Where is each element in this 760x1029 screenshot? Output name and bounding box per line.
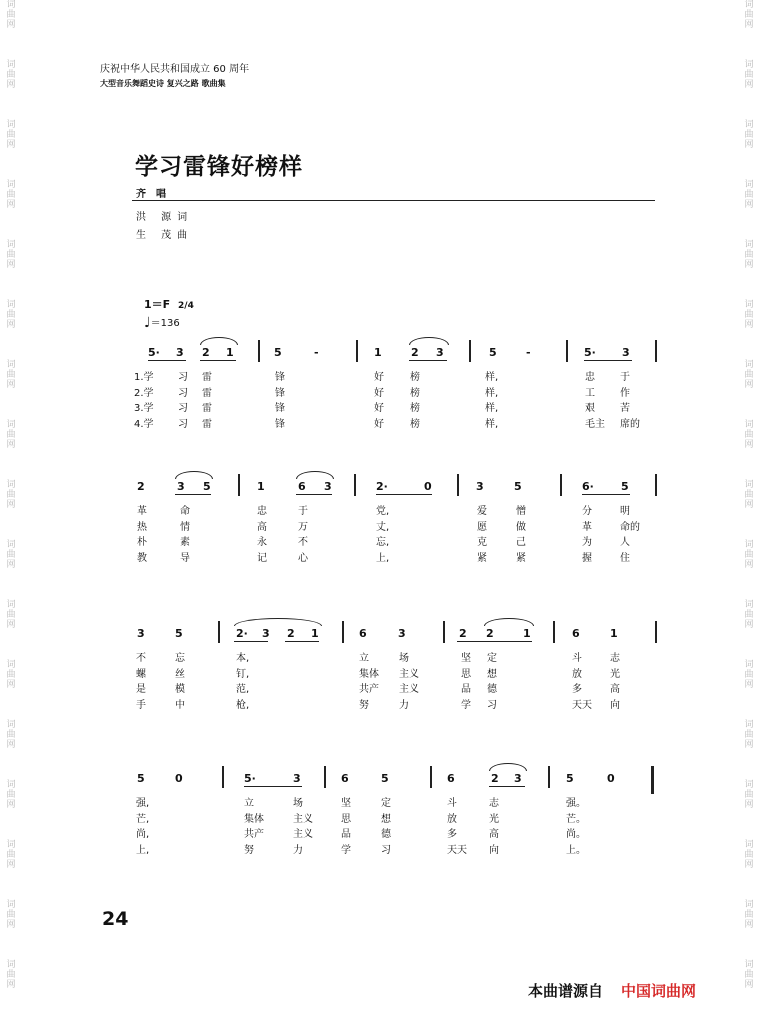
lyric-syllable: 天天 [447, 844, 467, 856]
lyric-syllable: 忘 [175, 653, 185, 664]
watermark-strip-right [738, 0, 760, 1029]
note: - [314, 346, 319, 359]
title-rule [132, 200, 655, 201]
lyric-syllable: 坚 [461, 653, 471, 664]
composer-credit: 生 茂曲 [136, 230, 194, 241]
note: 1 [610, 627, 618, 640]
lyric-syllable: 好 [374, 418, 384, 430]
lyric-syllable: 3.学 [134, 403, 154, 414]
lyric-syllable: 坚 [341, 798, 351, 809]
watermark-mark: 词 曲 网 [6, 120, 16, 150]
watermark-mark: 词 曲 网 [744, 300, 754, 330]
beam-underline [200, 360, 236, 361]
lyric-syllable: 革 [137, 506, 147, 517]
note: 2 [411, 346, 419, 359]
watermark-mark: 词 曲 网 [6, 540, 16, 570]
watermark-mark: 词 曲 网 [6, 300, 16, 330]
lyric-syllable: 1.学 [134, 372, 154, 383]
lyric-syllable: 雷 [202, 387, 212, 399]
lyric-syllable: 于 [298, 506, 308, 517]
beam-underline [489, 786, 525, 787]
barline [238, 474, 240, 496]
lyric-syllable: 丝 [175, 668, 185, 680]
watermark-mark: 词 曲 网 [744, 420, 754, 450]
lyric-syllable: 好 [374, 387, 384, 399]
lyric-syllable: 习 [178, 387, 188, 399]
lyric-syllable: 高 [610, 684, 620, 695]
lyric-syllable: 强, [136, 798, 150, 809]
watermark-mark: 词 曲 网 [6, 780, 16, 810]
song-title: 学习雷锋好榜样 [135, 153, 303, 180]
lyric-syllable: 分 [582, 506, 592, 517]
lyric-syllable: 热 [137, 521, 147, 533]
lyric-syllable: 苦 [620, 403, 630, 414]
slur [234, 618, 322, 626]
lyric-syllable: 导 [180, 552, 190, 564]
lyric-syllable: 样, [485, 403, 499, 414]
lyric-syllable: 范, [236, 684, 250, 695]
song-subtitle: 齐唱 [136, 189, 176, 200]
lyric-syllable: 榜 [410, 403, 420, 414]
source-site: 中国词曲网 [621, 982, 697, 1000]
note: 5 [566, 772, 574, 785]
watermark-mark: 词 曲 网 [744, 780, 754, 810]
lyric-syllable: 集体 [359, 668, 379, 680]
lyric-syllable: 中 [175, 699, 185, 711]
lyric-syllable: 习 [487, 699, 497, 711]
lyric-syllable: 心 [298, 552, 308, 564]
slur [484, 618, 534, 626]
lyric-syllable: 努 [244, 844, 254, 856]
note: 6 [341, 772, 349, 785]
lyric-syllable: 力 [293, 844, 303, 856]
watermark-mark: 词 曲 网 [6, 480, 16, 510]
lyric-syllable: 素 [180, 537, 190, 548]
source-prefix: 本曲谱源自 [528, 982, 604, 1000]
lyric-syllable: 斗 [572, 653, 582, 664]
lyric-syllable: 光 [489, 813, 499, 825]
lyric-syllable: 场 [293, 798, 303, 809]
lyric-syllable: 品 [341, 829, 351, 840]
note: 5 [137, 772, 145, 785]
tempo-marking [144, 314, 180, 331]
lyric-syllable: 思 [341, 813, 351, 825]
lyric-syllable: 德 [381, 829, 391, 840]
lyric-syllable: 榜 [410, 372, 420, 383]
note: 2 [287, 627, 295, 640]
lyric-syllable: 命的 [620, 521, 640, 533]
barline [356, 340, 358, 362]
header-line-1: 庆祝中华人民共和国成立 60 周年 [100, 64, 250, 75]
lyric-syllable: 样, [485, 418, 499, 430]
lyric-syllable: 志 [489, 798, 499, 809]
lyric-syllable: 手 [136, 699, 146, 711]
lyric-syllable: 立 [244, 798, 254, 809]
beam-underline [296, 494, 332, 495]
note: 3 [177, 480, 185, 493]
lyric-syllable: 好 [374, 372, 384, 383]
note: 6 [572, 627, 580, 640]
lyric-syllable: 本, [236, 653, 250, 664]
note: 1 [523, 627, 531, 640]
lyric-syllable: 雷 [202, 403, 212, 414]
lyric-syllable: 学 [341, 844, 351, 856]
time-signature: 2/4 [178, 301, 194, 311]
watermark-mark: 词 曲 网 [6, 720, 16, 750]
watermark-mark: 词 曲 网 [744, 120, 754, 150]
note: 0 [424, 480, 432, 493]
lyric-syllable: 习 [178, 418, 188, 430]
watermark-mark: 词 曲 网 [744, 660, 754, 690]
lyric-syllable: 芒。 [566, 813, 586, 825]
lyric-syllable: 不 [298, 537, 308, 548]
watermark-mark: 词 曲 网 [6, 180, 16, 210]
lyric-syllable: 愿 [477, 521, 487, 533]
watermark-mark: 词 曲 网 [744, 960, 754, 990]
lyric-syllable: 忠 [257, 506, 267, 517]
lyric-syllable: 学 [461, 699, 471, 711]
note: 3 [398, 627, 406, 640]
watermark-mark: 词 曲 网 [744, 360, 754, 390]
lyric-syllable: 革 [582, 521, 592, 533]
lyric-syllable: 多 [572, 684, 582, 695]
lyric-syllable: 丈, [376, 521, 390, 533]
note: 6 [359, 627, 367, 640]
slur [175, 471, 213, 479]
lyric-syllable: 记 [257, 552, 267, 564]
lyric-syllable: 习 [178, 372, 188, 383]
lyric-syllable: 样, [485, 372, 499, 383]
note: 6· [582, 480, 594, 493]
watermark-mark: 词 曲 网 [744, 60, 754, 90]
barline [222, 766, 224, 788]
beam-underline [244, 786, 302, 787]
note: 3 [137, 627, 145, 640]
watermark-mark: 词 曲 网 [6, 360, 16, 390]
lyric-syllable: 作 [620, 387, 630, 399]
header-line-2: 大型音乐舞蹈史诗 复兴之路 歌曲集 [100, 79, 226, 88]
lyric-syllable: 志 [610, 653, 620, 664]
note: 3 [293, 772, 301, 785]
tempo-value: ＝136 [150, 318, 180, 329]
note: 3 [262, 627, 270, 640]
barline [218, 621, 220, 643]
lyric-syllable: 紧 [516, 552, 526, 564]
lyric-syllable: 尚, [136, 829, 150, 840]
lyricist-credit: 洪 源词 [136, 212, 194, 223]
lyric-syllable: 为 [582, 537, 592, 548]
note: 3 [622, 346, 630, 359]
lyric-syllable: 锋 [275, 387, 285, 399]
lyric-syllable: 共产 [359, 684, 379, 695]
lyric-syllable: 上, [136, 844, 150, 856]
watermark-mark: 词 曲 网 [6, 900, 16, 930]
note: 0 [607, 772, 615, 785]
lyric-syllable: 紧 [477, 552, 487, 564]
lyric-syllable: 2.学 [134, 387, 154, 399]
lyric-syllable: 枪, [236, 699, 250, 711]
barline [655, 621, 657, 643]
note: 5 [203, 480, 211, 493]
note: 5 [514, 480, 522, 493]
note: 1 [374, 346, 382, 359]
lyric-syllable: 锋 [275, 418, 285, 430]
barline [258, 340, 260, 362]
lyric-syllable: 主义 [293, 829, 313, 840]
note: 0 [175, 772, 183, 785]
note: 2 [137, 480, 145, 493]
lyric-syllable: 做 [516, 521, 526, 533]
page-number: 24 [102, 908, 129, 930]
beam-underline [582, 494, 630, 495]
barline [469, 340, 471, 362]
quarter-note-icon: ♩ [144, 315, 151, 331]
lyric-syllable: 钉, [236, 668, 250, 680]
beam-underline [234, 641, 268, 642]
lyric-syllable: 放 [572, 668, 582, 680]
lyric-syllable: 共产 [244, 829, 264, 840]
watermark-mark: 词 曲 网 [744, 900, 754, 930]
lyric-syllable: 克 [477, 537, 487, 548]
barline [655, 340, 657, 362]
note: 5· [148, 346, 160, 359]
lyric-syllable: 艰 [585, 403, 595, 414]
lyric-syllable: 雷 [202, 418, 212, 430]
lyric-syllable: 锋 [275, 372, 285, 383]
lyric-syllable: 毛主 [585, 418, 605, 430]
lyric-syllable: 明 [620, 506, 630, 517]
lyric-syllable: 好 [374, 403, 384, 414]
lyric-syllable: 永 [257, 537, 267, 548]
beam-underline [175, 494, 211, 495]
lyric-syllable: 品 [461, 684, 471, 695]
note: 2 [459, 627, 467, 640]
lyric-syllable: 榜 [410, 418, 420, 430]
note: 5 [274, 346, 282, 359]
barline [443, 621, 445, 643]
lyric-syllable: 习 [178, 403, 188, 414]
watermark-strip-left [0, 0, 22, 1029]
watermark-mark: 词 曲 网 [744, 240, 754, 270]
lyric-syllable: 多 [447, 829, 457, 840]
beam-underline [285, 641, 319, 642]
lyric-syllable: 不 [136, 653, 146, 664]
lyric-syllable: 样, [485, 387, 499, 399]
barline [324, 766, 326, 788]
slur [489, 763, 527, 771]
lyric-syllable: 握 [582, 552, 592, 564]
lyric-syllable: 命 [180, 506, 190, 517]
lyric-syllable: 尚。 [566, 829, 586, 840]
lyric-syllable: 斗 [447, 798, 457, 809]
note: 3 [476, 480, 484, 493]
lyric-syllable: 力 [399, 699, 409, 711]
lyric-syllable: 忠 [585, 372, 595, 383]
barline [655, 474, 657, 496]
beam-underline [148, 360, 186, 361]
note: 3 [436, 346, 444, 359]
book-header [100, 63, 249, 91]
lyric-syllable: 党, [376, 506, 390, 517]
lyric-syllable: 高 [489, 829, 499, 840]
lyric-syllable: 人 [620, 537, 630, 548]
note: 1 [226, 346, 234, 359]
note: 5 [489, 346, 497, 359]
note: 6 [298, 480, 306, 493]
beam-underline [584, 360, 632, 361]
lyric-syllable: 光 [610, 668, 620, 680]
watermark-mark: 词 曲 网 [744, 840, 754, 870]
note: 2 [486, 627, 494, 640]
slur [296, 471, 334, 479]
note: 3 [176, 346, 184, 359]
lyric-syllable: 主义 [293, 813, 313, 825]
lyric-syllable: 思 [461, 668, 471, 680]
watermark-mark: 词 曲 网 [744, 600, 754, 630]
lyric-syllable: 想 [381, 813, 391, 825]
watermark-mark: 词 曲 网 [6, 840, 16, 870]
key-signature [144, 296, 194, 312]
lyric-syllable: 模 [175, 684, 185, 695]
lyric-syllable: 天天 [572, 699, 592, 711]
lyric-syllable: 场 [399, 653, 409, 664]
watermark-mark: 词 曲 网 [6, 420, 16, 450]
note: 3 [514, 772, 522, 785]
beam-underline [409, 360, 447, 361]
note: 5 [381, 772, 389, 785]
lyric-syllable: 向 [489, 844, 499, 856]
lyric-syllable: 憎 [516, 506, 526, 517]
lyric-syllable: 雷 [202, 372, 212, 383]
lyric-syllable: 情 [180, 521, 190, 533]
lyric-syllable: 想 [487, 668, 497, 680]
lyric-syllable: 上, [376, 552, 390, 564]
watermark-mark: 词 曲 网 [744, 0, 754, 30]
watermark-mark: 词 曲 网 [744, 540, 754, 570]
watermark-mark: 词 曲 网 [744, 480, 754, 510]
note: 2 [491, 772, 499, 785]
lyric-syllable: 朴 [137, 537, 147, 548]
note: 3 [324, 480, 332, 493]
lyric-syllable: 锋 [275, 403, 285, 414]
barline [553, 621, 555, 643]
watermark-mark: 词 曲 网 [6, 600, 16, 630]
lyric-syllable: 主义 [399, 668, 419, 680]
key-label: 1＝F [144, 298, 171, 311]
note: 5 [175, 627, 183, 640]
note: 2 [202, 346, 210, 359]
watermark-mark: 词 曲 网 [6, 240, 16, 270]
lyric-syllable: 定 [487, 653, 497, 664]
note: 5· [584, 346, 596, 359]
watermark-mark: 词 曲 网 [6, 960, 16, 990]
lyric-syllable: 螺 [136, 668, 146, 680]
note: - [526, 346, 531, 359]
lyric-syllable: 定 [381, 798, 391, 809]
slur [200, 337, 238, 345]
note: 2· [236, 627, 248, 640]
lyric-syllable: 立 [359, 653, 369, 664]
barline [548, 766, 550, 788]
lyric-syllable: 德 [487, 684, 497, 695]
watermark-mark: 词 曲 网 [6, 60, 16, 90]
lyric-syllable: 爱 [477, 506, 487, 517]
lyric-syllable: 4.学 [134, 418, 154, 430]
watermark-mark: 词 曲 网 [6, 0, 16, 30]
lyric-syllable: 向 [610, 699, 620, 711]
beam-underline [376, 494, 432, 495]
lyric-syllable: 于 [620, 372, 630, 383]
lyric-syllable: 高 [257, 521, 267, 533]
lyric-syllable: 万 [298, 521, 308, 533]
beam-underline [484, 641, 532, 642]
watermark-mark: 词 曲 网 [6, 660, 16, 690]
lyric-syllable: 工 [585, 387, 595, 399]
note: 5· [244, 772, 256, 785]
lyric-syllable: 主义 [399, 684, 419, 695]
lyric-syllable: 席的 [620, 418, 640, 430]
lyric-syllable: 习 [381, 844, 391, 856]
lyric-syllable: 己 [516, 537, 526, 548]
lyric-syllable: 集体 [244, 813, 264, 825]
lyric-syllable: 忘, [376, 537, 390, 548]
barline [457, 474, 459, 496]
source-credit [528, 980, 696, 1001]
barline [560, 474, 562, 496]
watermark-mark: 词 曲 网 [744, 720, 754, 750]
lyric-syllable: 强。 [566, 798, 586, 809]
lyric-syllable: 放 [447, 813, 457, 825]
final-barline [651, 766, 654, 794]
note: 1 [257, 480, 265, 493]
watermark-mark: 词 曲 网 [744, 180, 754, 210]
lyric-syllable: 是 [136, 684, 146, 695]
note: 6 [447, 772, 455, 785]
lyric-syllable: 榜 [410, 387, 420, 399]
note: 2· [376, 480, 388, 493]
lyric-syllable: 教 [137, 552, 147, 564]
barline [342, 621, 344, 643]
barline [566, 340, 568, 362]
barline [354, 474, 356, 496]
note: 5 [621, 480, 629, 493]
note: 1 [311, 627, 319, 640]
lyric-syllable: 上。 [566, 844, 586, 856]
slur [409, 337, 449, 345]
barline [430, 766, 432, 788]
lyric-syllable: 住 [620, 552, 630, 564]
lyric-syllable: 努 [359, 699, 369, 711]
lyric-syllable: 芒, [136, 813, 150, 825]
